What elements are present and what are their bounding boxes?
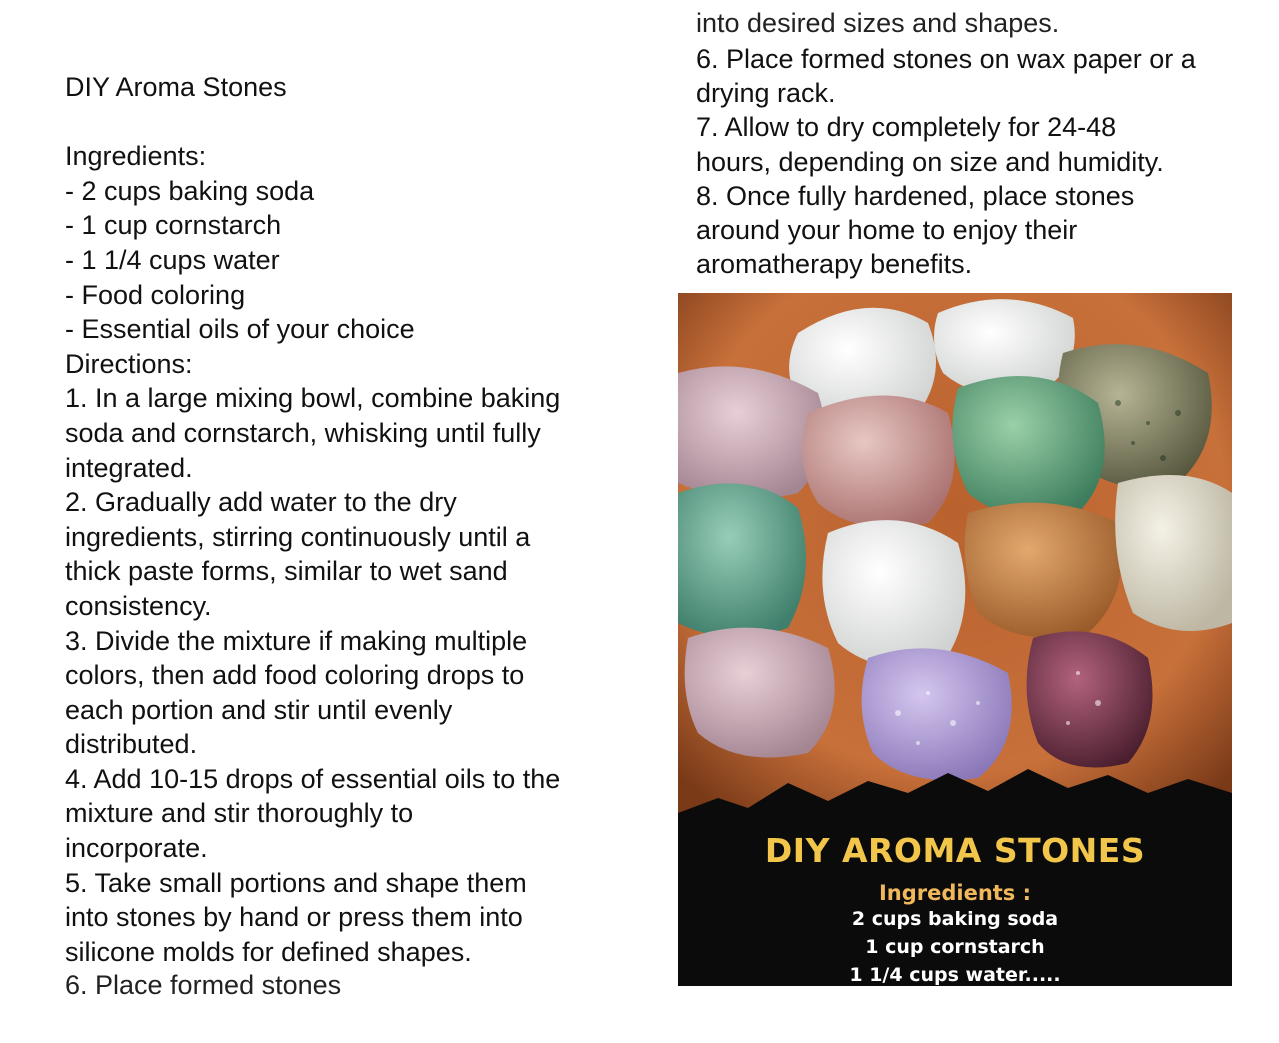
- ingredient-item: - 1 1/4 cups water: [65, 244, 280, 275]
- direction-line: 6. Place formed stones on wax paper or a: [696, 44, 1196, 74]
- direction-line: consistency.: [65, 590, 212, 621]
- card-ingredient: 2 cups baking soda: [851, 908, 1059, 930]
- direction-line: around your home to enjoy their: [696, 215, 1078, 246]
- direction-line: 5. Take small portions and shape them: [65, 867, 527, 898]
- direction-line: mixture and stir thoroughly to: [65, 798, 414, 829]
- direction-line: hours, depending on size and humidity.: [696, 146, 1164, 177]
- ingredient-item: - 1 cup cornstarch: [65, 210, 282, 241]
- direction-line: aromatherapy benefits.: [696, 249, 973, 280]
- direction-line: 2. Gradually add water to the dry: [65, 487, 457, 518]
- card-ingredient: 1 cup cornstarch: [865, 936, 1045, 958]
- cut-off-top-line: [678, 8, 1232, 42]
- direction-line: silicone molds for defined shapes.: [65, 936, 472, 967]
- blank-line: [65, 105, 625, 140]
- ingredients-heading: Ingredients:: [65, 141, 207, 172]
- direction-line: 3. Divide the mixture if making multiple: [65, 625, 528, 656]
- card-ingredient: 1 1/4 cups water.....: [849, 964, 1061, 986]
- recipe-title: DIY Aroma Stones: [65, 72, 287, 102]
- direction-line: into stones by hand or press them into: [65, 902, 523, 933]
- card-title: DIY AROMA STONES: [764, 831, 1146, 870]
- direction-line: soda and cornstarch, whisking until fully: [65, 417, 541, 448]
- direction-line: 8. Once fully hardened, place stones: [696, 180, 1135, 211]
- direction-line: distributed.: [65, 729, 198, 760]
- ingredient-item: - 2 cups baking soda: [65, 175, 315, 206]
- direction-line: drying rack.: [696, 78, 836, 109]
- direction-line: 4. Add 10-15 drops of essential oils to the: [65, 763, 561, 794]
- cut-off-line: 6. Place formed stones: [65, 970, 342, 1000]
- direction-line: each portion and stir until evenly: [65, 694, 453, 725]
- aroma-stones-photo: [678, 293, 1232, 986]
- direction-line: thick paste forms, similar to wet sand: [65, 556, 508, 587]
- direction-line: 7. Allow to dry completely for 24-48: [696, 112, 1117, 143]
- ingredient-item: - Essential oils of your choice: [65, 314, 415, 345]
- recipe-text-right: [696, 42, 1226, 281]
- cut-off-text: into desired sizes and shapes.: [696, 8, 1060, 38]
- ingredient-item: - Food coloring: [65, 279, 246, 310]
- recipe-text-left: [65, 70, 625, 1000]
- direction-line: colors, then add food coloring drops to: [65, 660, 525, 691]
- direction-line: integrated.: [65, 452, 193, 483]
- recipe-panel-right: [678, 8, 1232, 986]
- direction-line: incorporate.: [65, 833, 208, 864]
- directions-heading: Directions:: [65, 348, 193, 379]
- direction-line: 1. In a large mixing bowl, combine baking: [65, 383, 561, 414]
- direction-line: ingredients, stirring continuously until a: [65, 521, 531, 552]
- card-ingredients-heading: Ingredients :: [878, 881, 1032, 905]
